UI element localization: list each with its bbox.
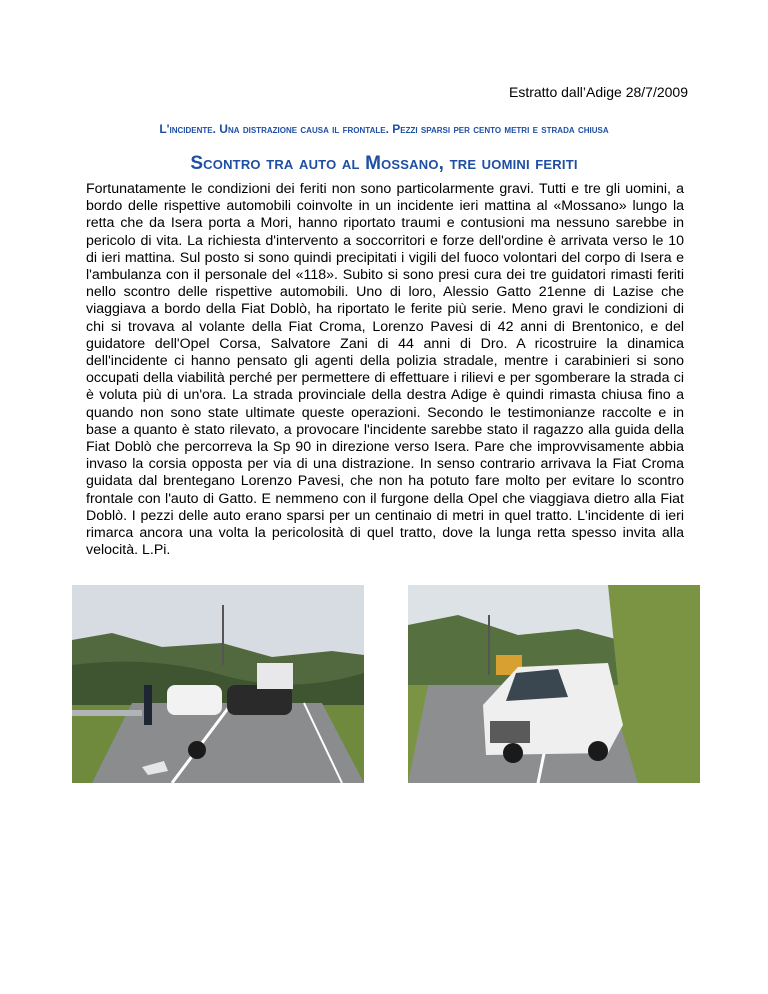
article-body: Fortunatamente le condizioni dei feriti non sono particolarmente gravi. Tutti e tre gli uomini, a bordo delle rispettive automobili coinvolte in un incidente ieri mattina al «Mossano» lungo la retta che da Isera porta a Mori, hanno riportato traumi e contusioni ma nessuno sarebbe in pericolo di vita. La richiesta d'intervento a soccorritori e forze dell'ordine è arrivata verso le 10 di ieri mattina. Sul posto si sono quindi precipitati i vigili del fuoco volontari del corpo di Isera e l'ambulanza con il personale del «118». Subito si sono presi cura dei tre guidatori rimasti feriti nello scontro delle rispettive automobili. Uno di loro, Alessio Gatto 21enne di Lazise che viaggiava a bordo della Fiat Doblò, ha riportato le ferite più serie. Meno gravi le condizioni di chi si trovava al volante della Fiat Croma, Lorenzo Pavesi di 42 anni di Brentonico, e del guidatore dell'Opel Corsa, Salvatore Zani di 44 anni di Dro. A ricostruire la dinamica dell'incidente ci hanno pensato gli agenti della polizia stradale, mentre i carabinieri si sono occupati della viabilità perché per permettere di effettuare i rilievi e per sgomberare la strada ci è voluta più di un'ora. La strada provinciale della destra Adige è quindi rimasta chiusa fino a quando non sono state ultimate queste operazioni. Secondo le testimonianze raccolte e in base a quanto è stato rilevato, a provocare l'incidente sarebbe stato il ragazzo alla guida della Fiat Doblò che percorreva la Sp 90 in direzione verso Isera. Pare che improvvisamente abbia invaso la corsia opposta per via di una distrazione. In senso contrario arrivava la Fiat Croma guidata dal brentegano Lorenzo Pavesi, che non ha potuto fare molto per evitare lo scontro frontale con l'auto di Gatto. E nemmeno con il furgone della Opel che viaggiava dietro alla Fiat Doblò. I pezzi delle auto erano sparsi per un centinaio di metri in quel tratto. L'incidente di ieri rimarca ancora una volta la pericolosità di quel tratto, dove la lunga retta spesso invita alla velocità. L.Pi. (86, 181, 684, 559)
accident-scene-photo (72, 585, 364, 783)
article-kicker: L'incidente. Una distrazione causa il frontale. Pezzi sparsi per cento metri e strada chiusa (159, 122, 609, 136)
source-line: Estratto dall’Adige 28/7/2009 (508, 84, 688, 100)
article-headline: Scontro tra auto al Mossano, tre uomini feriti (190, 153, 578, 174)
damaged-van-photo (408, 585, 700, 783)
